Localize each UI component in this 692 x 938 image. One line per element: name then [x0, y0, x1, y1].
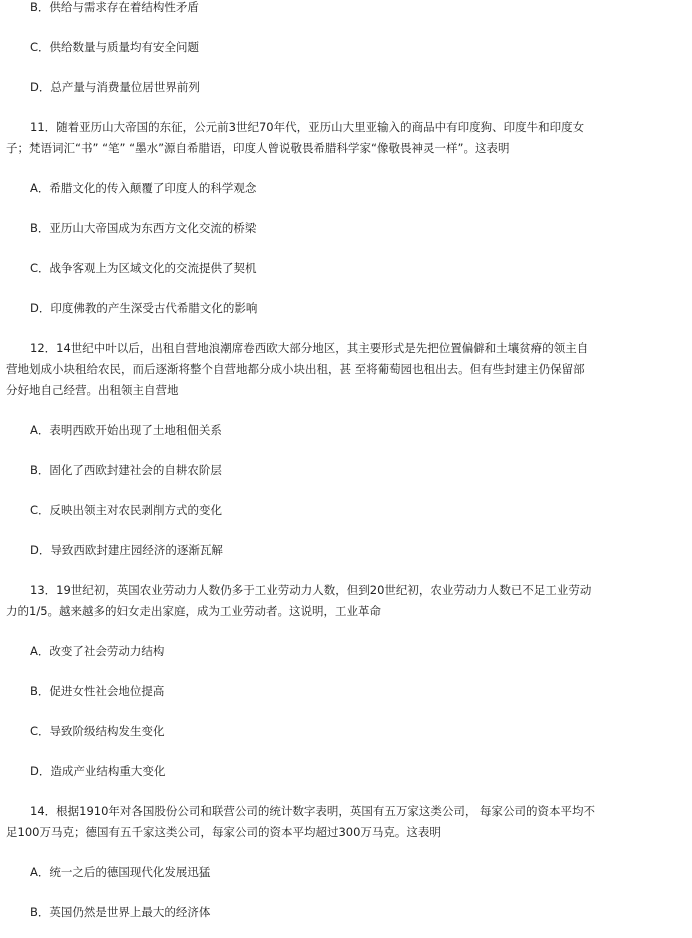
q10-option-c: C．供给数量与质量均有安全问题: [30, 40, 200, 54]
q14-stem-line2: 足100万马克；德国有五千家这类公司，每家公司的资本平均超过300万马克。这表明: [6, 825, 441, 839]
q11-stem-line1: 11．随着亚历山大帝国的东征，公元前3世纪70年代，亚历山大里亚输入的商品中有印度狗、印度牛和印度女: [30, 120, 585, 134]
q13-stem-line2: 力的1/5。越来越多的妇女走出家庭，成为工业劳动者。这说明，工业革命: [6, 604, 382, 618]
q10-option-d: D．总产量与消费量位居世界前列: [30, 80, 200, 94]
q12-stem-line2: 营地划成小块租给农民，而后逐渐将整个自营地都分成小块出租，甚 至将葡萄园也租出去。但有些封建主仍保留部: [6, 362, 585, 376]
q12-option-b: B．固化了西欧封建社会的自耕农阶层: [30, 463, 222, 477]
q12-option-c: C．反映出领主对农民剥削方式的变化: [30, 503, 223, 517]
q11-option-c: C．战争客观上为区域文化的交流提供了契机: [30, 261, 257, 275]
q14-option-a: A．统一之后的德国现代化发展迅猛: [30, 865, 211, 879]
q14-stem-line1: 14．根据1910年对各国股份公司和联营公司的统计数字表明，英国有五万家这类公司， 每家公司的资本平均不: [30, 804, 596, 818]
q12-option-a: A．表明西欧开始出现了土地租佃关系: [30, 423, 222, 437]
q13-option-c: C．导致阶级结构发生变化: [30, 724, 165, 738]
q11-option-a: A．希腊文化的传入颠覆了印度人的科学观念: [30, 181, 257, 195]
q10-option-b: B．供给与需求存在着结构性矛盾: [30, 0, 199, 14]
q13-option-a: A．改变了社会劳动力结构: [30, 644, 165, 658]
q12-stem-line3: 分好地自己经营。出租领主自营地: [6, 383, 179, 397]
q11-option-d: D．印度佛教的产生深受古代希腊文化的影响: [30, 301, 258, 315]
q13-option-d: D．造成产业结构重大变化: [30, 764, 166, 778]
q12-stem-line1: 12．14世纪中叶以后，出租自营地浪潮席卷西欧大部分地区，其主要形式是先把位置偏僻和土壤贫瘠的领主自: [30, 341, 589, 355]
q13-stem-line1: 13．19世纪初，英国农业劳动力人数仍多于工业劳动力人数，但到20世纪初，农业劳动力人数已不足工业劳动: [30, 583, 592, 597]
q13-option-b: B．促进女性社会地位提高: [30, 684, 165, 698]
q12-option-d: D．导致西欧封建庄园经济的逐渐瓦解: [30, 543, 223, 557]
q11-option-b: B．亚历山大帝国成为东西方文化交流的桥梁: [30, 221, 257, 235]
q11-stem-line2: 子；梵语词汇“书” “笔” “墨水”源自希腊语，印度人曾说敬畏希腊科学家“像敬畏神灵一样”。这表明: [6, 141, 510, 155]
q14-option-b: B．英国仍然是世界上最大的经济体: [30, 905, 211, 919]
